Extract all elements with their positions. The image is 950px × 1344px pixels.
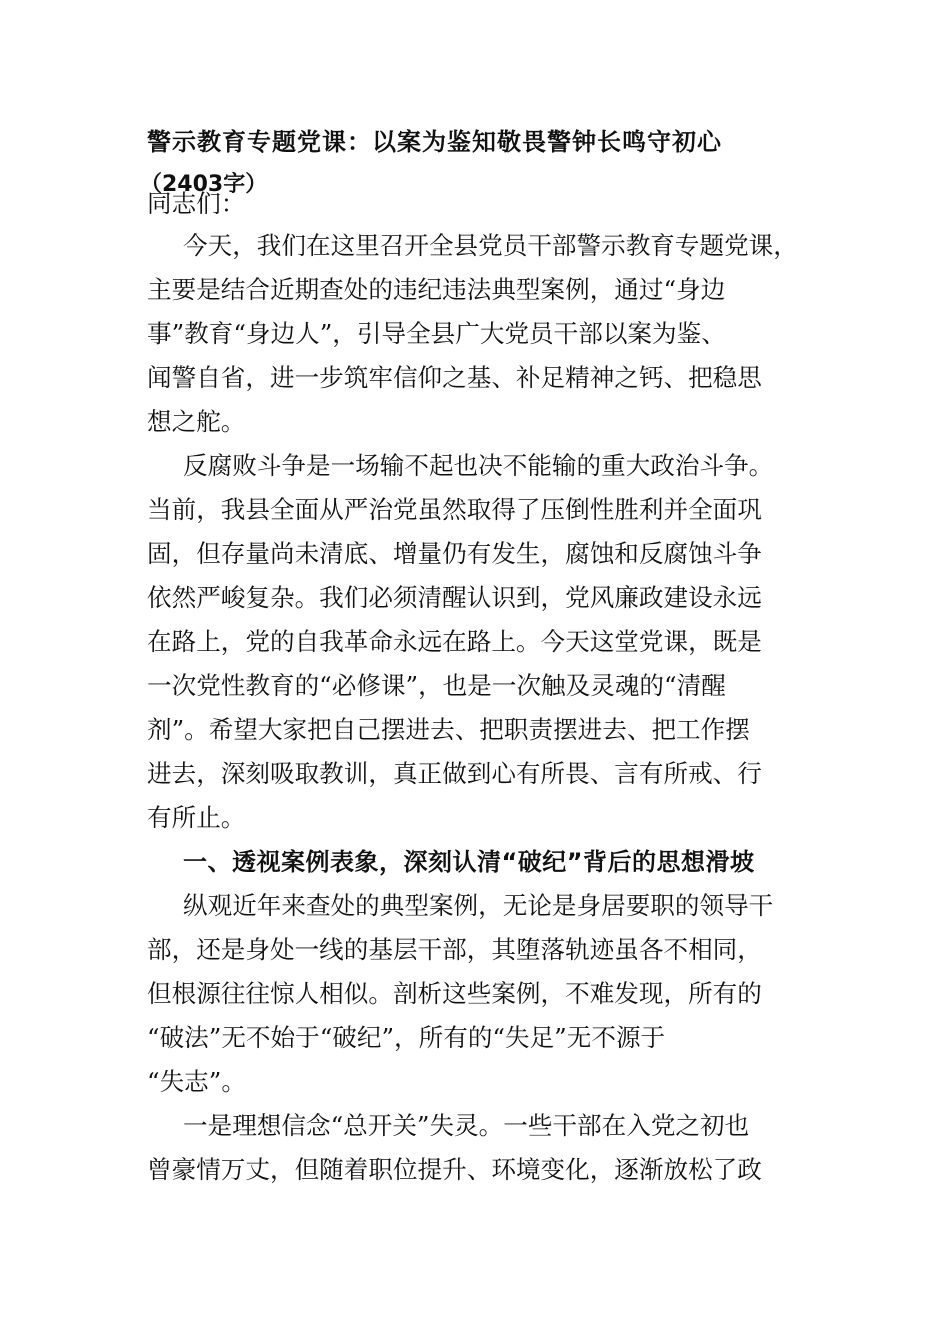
section-heading: 一、透视案例表象，深刻认清“破纪”背后的思想滑坡 — [183, 848, 755, 876]
paragraph-line: 今天，我们在这里召开全县党员干部警示教育专题党课， — [183, 231, 798, 260]
paragraph-line: “失志”。 — [147, 1067, 246, 1096]
paragraph-line: 反腐败斗争是一场输不起也决不能输的重大政治斗争。 — [183, 451, 774, 480]
word-count: （2403字） — [140, 172, 268, 197]
paragraph-line: 但根源往往惊人相似。剖析这些案例，不难发现，所有的 — [147, 979, 762, 1008]
paragraph-line: 主要是结合近期查处的违纪违法典型案例，通过“身边 — [147, 275, 726, 304]
paragraph-line: 事”教育“身边人”，引导全县广大党员干部以案为鉴、 — [147, 319, 726, 348]
paragraph-line: 一次党性教育的“必修课”，也是一次触及灵魂的“清醒 — [147, 671, 726, 700]
paragraph-line: 曾豪情万丈，但随着职位提升、环境变化，逐渐放松了政 — [147, 1155, 762, 1184]
paragraph-line: 进去，深刻吸取教训，真正做到心有所畏、言有所戒、行 — [147, 759, 762, 788]
paragraph-line: 剂”。希望大家把自己摆进去、把职责摆进去、把工作摆 — [147, 715, 750, 744]
document-title: 警示教育专题党课：以案为鉴知敬畏警钟长鸣守初心 — [147, 128, 722, 156]
paragraph-line: 固，但存量尚未清底、增量仍有发生，腐蚀和反腐蚀斗争 — [147, 539, 762, 568]
paragraph-line: 部，还是身处一线的基层干部，其堕落轨迹虽各不相同， — [147, 935, 762, 964]
paragraph-line: 闻警自省，进一步筑牢信仰之基、补足精神之钙、把稳思 — [147, 363, 762, 392]
paragraph-line: 当前，我县全面从严治党虽然取得了压倒性胜利并全面巩 — [147, 495, 762, 524]
salutation-line: 同志们： — [147, 189, 246, 218]
paragraph-line: “破法”无不始于“破纪”，所有的“失足”无不源于 — [147, 1023, 666, 1052]
paragraph-line: 想之舵。 — [147, 407, 246, 436]
paragraph-line: 纵观近年来查处的典型案例，无论是身居要职的领导干 — [183, 891, 774, 920]
paragraph-line: 有所止。 — [147, 803, 246, 832]
paragraph-line: 一是理想信念“总开关”失灵。一些干部在入党之初也 — [183, 1111, 750, 1140]
paragraph-line: 依然严峻复杂。我们必须清醒认识到，党风廉政建设永远 — [147, 583, 762, 612]
paragraph-line: 在路上，党的自我革命永远在路上。今天这堂党课，既是 — [147, 627, 762, 656]
